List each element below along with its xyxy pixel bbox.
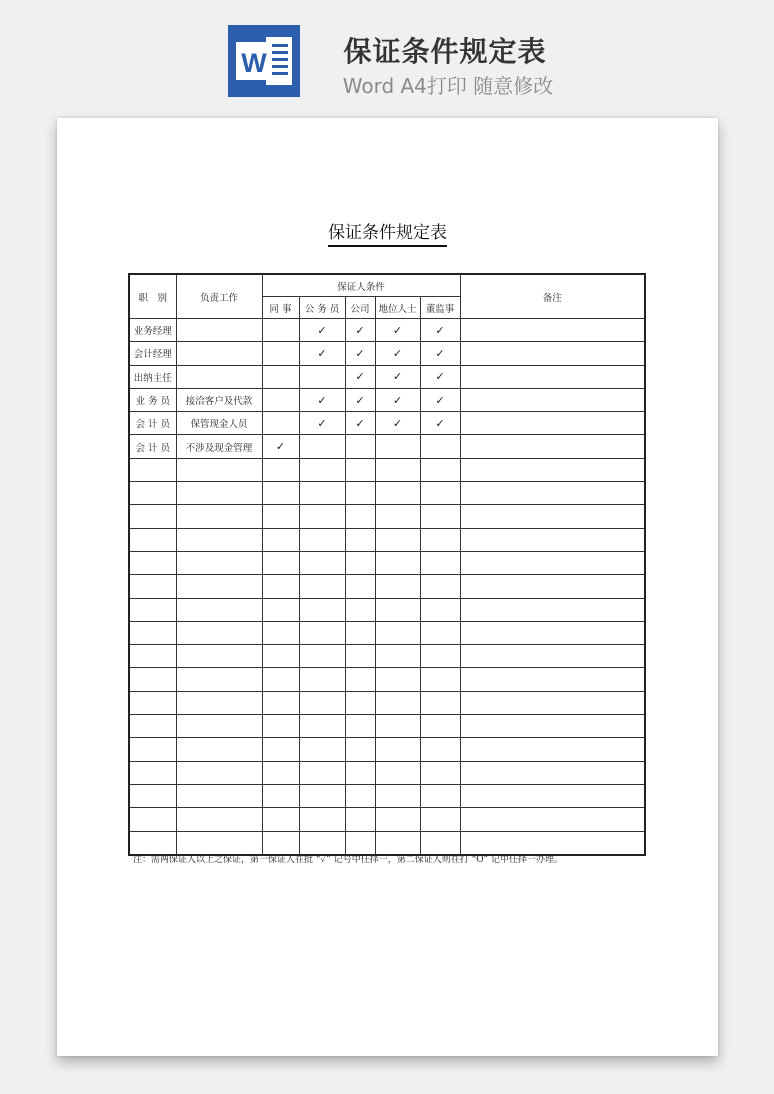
check-cell: ✓ — [420, 365, 460, 388]
empty-cell — [420, 691, 460, 714]
banner — [0, 0, 774, 118]
guarantee-table-wrap — [128, 273, 644, 856]
empty-cell — [420, 551, 460, 574]
empty-cell — [460, 598, 645, 621]
check-cell: ✓ — [299, 412, 345, 435]
table-row-empty — [129, 808, 645, 831]
check-cell: ✓ — [420, 342, 460, 365]
empty-cell — [299, 551, 345, 574]
empty-cell — [129, 808, 176, 831]
empty-cell — [299, 482, 345, 505]
table-row-empty — [129, 761, 645, 784]
empty-cell — [460, 482, 645, 505]
guarantee-table — [128, 273, 646, 856]
duty-cell — [176, 365, 262, 388]
banner-title: 保证条件规定表 — [343, 35, 547, 68]
empty-cell — [345, 458, 375, 481]
empty-cell — [460, 505, 645, 528]
empty-cell — [420, 621, 460, 644]
empty-cell — [460, 645, 645, 668]
table-row-empty — [129, 575, 645, 598]
empty-cell — [299, 715, 345, 738]
empty-cell — [262, 808, 299, 831]
empty-cell — [345, 691, 375, 714]
empty-cell — [460, 808, 645, 831]
empty-cell — [262, 761, 299, 784]
empty-cell — [420, 598, 460, 621]
table-row-empty — [129, 715, 645, 738]
empty-cell — [345, 715, 375, 738]
empty-cell — [420, 668, 460, 691]
empty-cell — [345, 668, 375, 691]
empty-cell — [460, 738, 645, 761]
check-cell — [299, 365, 345, 388]
empty-cell — [262, 715, 299, 738]
header-colleague: 同 事 — [262, 297, 299, 319]
table-row — [129, 342, 645, 365]
empty-cell — [299, 784, 345, 807]
empty-cell — [299, 808, 345, 831]
check-cell — [345, 435, 375, 458]
empty-cell — [345, 551, 375, 574]
empty-cell — [375, 668, 420, 691]
table-row-empty — [129, 598, 645, 621]
empty-cell — [420, 528, 460, 551]
empty-cell — [262, 505, 299, 528]
header-guarantor-group: 保证人条件 — [262, 274, 460, 297]
empty-cell — [299, 645, 345, 668]
empty-cell — [375, 645, 420, 668]
empty-cell — [262, 551, 299, 574]
empty-cell — [420, 715, 460, 738]
empty-cell — [299, 761, 345, 784]
check-cell — [375, 435, 420, 458]
empty-cell — [420, 808, 460, 831]
empty-cell — [460, 575, 645, 598]
table-row — [129, 365, 645, 388]
check-cell: ✓ — [345, 412, 375, 435]
empty-cell — [262, 738, 299, 761]
empty-cell — [420, 482, 460, 505]
header-company: 公司 — [345, 297, 375, 319]
empty-cell — [375, 691, 420, 714]
empty-cell — [345, 528, 375, 551]
empty-cell — [375, 482, 420, 505]
empty-cell — [129, 458, 176, 481]
empty-cell — [375, 621, 420, 644]
empty-cell — [176, 808, 262, 831]
empty-cell — [262, 458, 299, 481]
empty-cell — [420, 645, 460, 668]
empty-cell — [460, 551, 645, 574]
check-cell: ✓ — [345, 365, 375, 388]
empty-cell — [299, 621, 345, 644]
position-cell: 会 计 员 — [129, 435, 176, 458]
table-row-empty — [129, 738, 645, 761]
position-cell: 业 务 员 — [129, 388, 176, 411]
table-row-empty — [129, 784, 645, 807]
check-cell — [262, 412, 299, 435]
empty-cell — [420, 784, 460, 807]
empty-cell — [176, 621, 262, 644]
table-row-empty — [129, 458, 645, 481]
table-row-empty — [129, 668, 645, 691]
empty-cell — [299, 691, 345, 714]
empty-cell — [176, 575, 262, 598]
empty-cell — [345, 575, 375, 598]
word-icon — [228, 25, 300, 97]
table-row-empty — [129, 621, 645, 644]
empty-cell — [420, 738, 460, 761]
empty-cell — [345, 598, 375, 621]
empty-cell — [375, 505, 420, 528]
document-page — [57, 118, 718, 1056]
empty-cell — [262, 621, 299, 644]
position-cell: 会计经理 — [129, 342, 176, 365]
check-cell — [299, 435, 345, 458]
banner-subtitle: Word A4打印 随意修改 — [342, 74, 554, 98]
table-row — [129, 319, 645, 342]
empty-cell — [129, 691, 176, 714]
empty-cell — [345, 808, 375, 831]
check-cell: ✓ — [299, 388, 345, 411]
empty-cell — [176, 645, 262, 668]
header-prominent-person: 地位人士 — [375, 297, 420, 319]
check-cell — [262, 342, 299, 365]
table-body — [129, 319, 645, 855]
check-cell — [262, 365, 299, 388]
empty-cell — [299, 505, 345, 528]
empty-cell — [176, 715, 262, 738]
remarks-cell — [460, 412, 645, 435]
empty-cell — [299, 458, 345, 481]
empty-cell — [375, 784, 420, 807]
empty-cell — [345, 505, 375, 528]
empty-cell — [460, 621, 645, 644]
remarks-cell — [460, 342, 645, 365]
table-row — [129, 388, 645, 411]
empty-cell — [420, 505, 460, 528]
check-cell — [262, 388, 299, 411]
empty-cell — [129, 528, 176, 551]
empty-cell — [299, 738, 345, 761]
empty-cell — [129, 598, 176, 621]
table-row-empty — [129, 505, 645, 528]
empty-cell — [375, 738, 420, 761]
table-row-empty — [129, 482, 645, 505]
check-cell: ✓ — [420, 388, 460, 411]
empty-cell — [460, 528, 645, 551]
empty-cell — [345, 645, 375, 668]
empty-cell — [176, 691, 262, 714]
empty-cell — [345, 761, 375, 784]
empty-cell — [129, 715, 176, 738]
empty-cell — [176, 784, 262, 807]
empty-cell — [129, 738, 176, 761]
empty-cell — [420, 575, 460, 598]
duty-cell: 不涉及现金管理 — [176, 435, 262, 458]
empty-cell — [299, 575, 345, 598]
footnote: 注：需两保证人以上之保证，第一保证人在批 “✓” 记号中任择一，第二保证人则在打 “O” 记中任择一办理。 — [133, 855, 564, 865]
empty-cell — [176, 738, 262, 761]
empty-cell — [176, 458, 262, 481]
empty-cell — [375, 551, 420, 574]
check-cell: ✓ — [420, 319, 460, 342]
table-row-empty — [129, 691, 645, 714]
position-cell: 出纳主任 — [129, 365, 176, 388]
check-cell: ✓ — [299, 319, 345, 342]
empty-cell — [345, 738, 375, 761]
empty-cell — [460, 458, 645, 481]
empty-cell — [262, 784, 299, 807]
empty-cell — [262, 645, 299, 668]
empty-cell — [375, 715, 420, 738]
empty-cell — [299, 528, 345, 551]
empty-cell — [129, 482, 176, 505]
empty-cell — [129, 784, 176, 807]
empty-cell — [176, 598, 262, 621]
remarks-cell — [460, 388, 645, 411]
empty-cell — [129, 575, 176, 598]
empty-cell — [460, 715, 645, 738]
empty-cell — [460, 784, 645, 807]
empty-cell — [129, 645, 176, 668]
empty-cell — [176, 668, 262, 691]
empty-cell — [176, 551, 262, 574]
check-cell: ✓ — [420, 412, 460, 435]
check-cell: ✓ — [345, 342, 375, 365]
empty-cell — [460, 668, 645, 691]
check-cell: ✓ — [262, 435, 299, 458]
header-civil-servant: 公 务 员 — [299, 297, 345, 319]
table-row — [129, 435, 645, 458]
empty-cell — [460, 761, 645, 784]
check-cell: ✓ — [345, 388, 375, 411]
check-cell: ✓ — [299, 342, 345, 365]
document-title — [57, 218, 718, 243]
check-cell — [262, 319, 299, 342]
table-row-empty — [129, 551, 645, 574]
empty-cell — [129, 551, 176, 574]
empty-cell — [345, 482, 375, 505]
check-cell: ✓ — [375, 365, 420, 388]
document-title-text: 保证条件规定表 — [328, 223, 447, 247]
empty-cell — [375, 458, 420, 481]
empty-cell — [420, 761, 460, 784]
table-row — [129, 412, 645, 435]
duty-cell: 接洽客户及代款 — [176, 388, 262, 411]
table-row-empty — [129, 528, 645, 551]
empty-cell — [262, 668, 299, 691]
empty-cell — [176, 482, 262, 505]
remarks-cell — [460, 319, 645, 342]
empty-cell — [262, 575, 299, 598]
position-cell: 会 计 员 — [129, 412, 176, 435]
empty-cell — [375, 761, 420, 784]
header-duty: 负责工作 — [176, 274, 262, 319]
empty-cell — [262, 598, 299, 621]
check-cell: ✓ — [375, 342, 420, 365]
header-director: 董监事 — [420, 297, 460, 319]
empty-cell — [262, 528, 299, 551]
header-remarks: 备注 — [460, 274, 645, 319]
empty-cell — [460, 691, 645, 714]
check-cell: ✓ — [345, 319, 375, 342]
empty-cell — [262, 482, 299, 505]
empty-cell — [176, 761, 262, 784]
check-cell — [420, 435, 460, 458]
empty-cell — [129, 505, 176, 528]
empty-cell — [345, 784, 375, 807]
check-cell: ✓ — [375, 388, 420, 411]
empty-cell — [176, 528, 262, 551]
empty-cell — [129, 668, 176, 691]
empty-cell — [299, 668, 345, 691]
duty-cell — [176, 319, 262, 342]
empty-cell — [375, 528, 420, 551]
check-cell: ✓ — [375, 412, 420, 435]
empty-cell — [129, 621, 176, 644]
empty-cell — [129, 761, 176, 784]
position-cell: 业务经理 — [129, 319, 176, 342]
duty-cell — [176, 342, 262, 365]
header-position: 职 别 — [129, 274, 176, 319]
remarks-cell — [460, 365, 645, 388]
check-cell: ✓ — [375, 319, 420, 342]
empty-cell — [176, 505, 262, 528]
remarks-cell — [460, 435, 645, 458]
empty-cell — [420, 458, 460, 481]
empty-cell — [375, 598, 420, 621]
duty-cell: 保管现金人员 — [176, 412, 262, 435]
empty-cell — [345, 621, 375, 644]
empty-cell — [375, 808, 420, 831]
empty-cell — [262, 691, 299, 714]
empty-cell — [299, 598, 345, 621]
svg-text:W: W — [241, 48, 267, 78]
empty-cell — [375, 575, 420, 598]
table-row-empty — [129, 645, 645, 668]
